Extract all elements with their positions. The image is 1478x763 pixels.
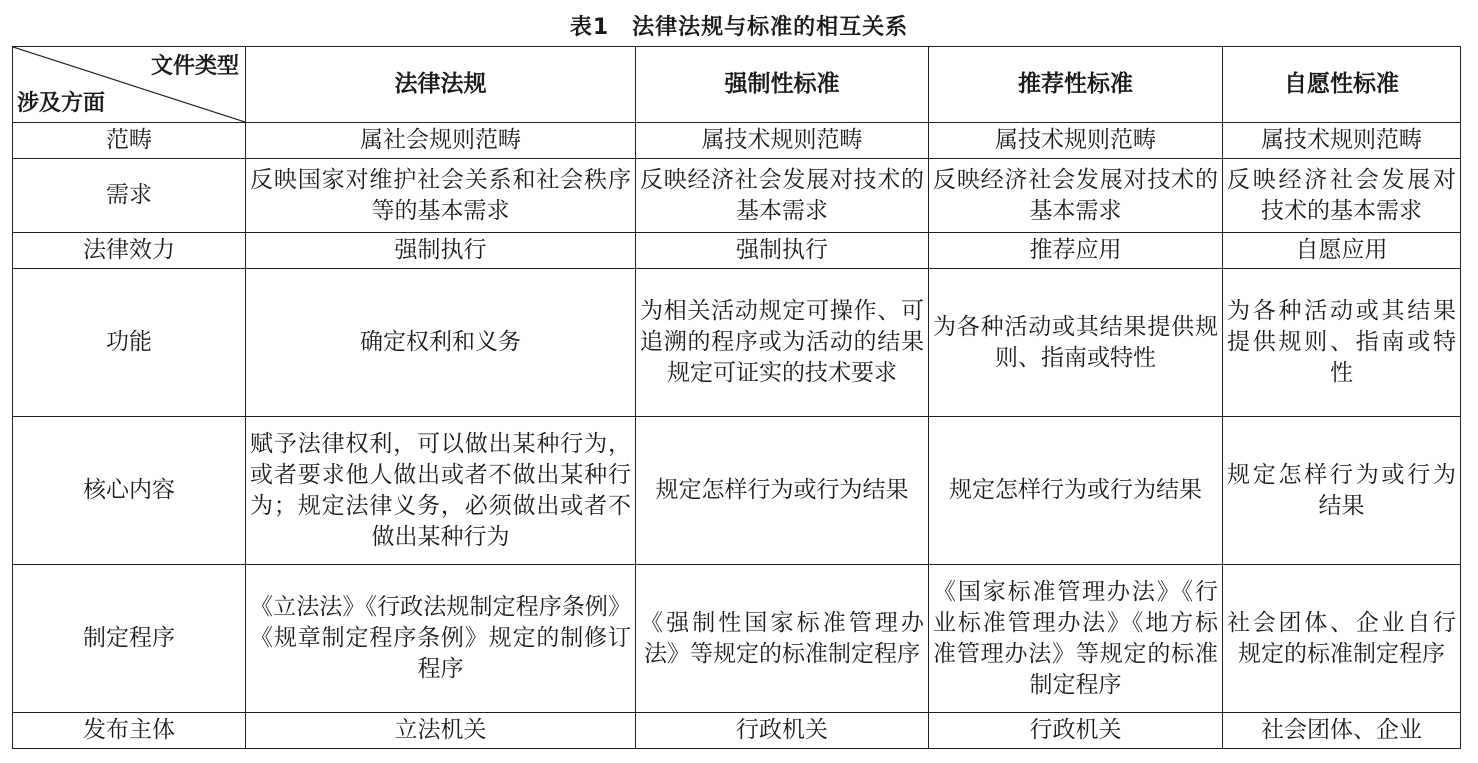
column-header-recommended-standard: 推荐性标准: [929, 47, 1223, 123]
table-cell: 属技术规则范畴: [929, 123, 1223, 159]
row-label: 制定程序: [13, 565, 246, 713]
table-cell: 反映经济社会发展对技术的基本需求: [1223, 159, 1461, 233]
row-label: 需求: [13, 159, 246, 233]
table-cell: 属社会规则范畴: [246, 123, 636, 159]
table-cell: 行政机关: [636, 713, 929, 749]
column-header-voluntary-standard: 自愿性标准: [1223, 47, 1461, 123]
table-cell: 规定怎样行为或行为结果: [1223, 417, 1461, 565]
table-cell: 反映经济社会发展对技术的基本需求: [636, 159, 929, 233]
table-cell: 规定怎样行为或行为结果: [636, 417, 929, 565]
table-cell: 立法机关: [246, 713, 636, 749]
row-label: 范畴: [13, 123, 246, 159]
table-row: [13, 123, 1461, 159]
table-row: [13, 233, 1461, 269]
table-cell: 强制执行: [246, 233, 636, 269]
table-cell: 为各种活动或其结果提供规则、指南或特性: [1223, 269, 1461, 417]
table-cell: 《国家标准管理办法》《行业标准管理办法》《地方标准管理办法》等规定的标准制定程序: [929, 565, 1223, 713]
table-cell: 为相关活动规定可操作、可追溯的程序或为活动的结果规定可证实的技术要求: [636, 269, 929, 417]
corner-row-label: 涉及方面: [17, 91, 106, 116]
column-header-mandatory-standard: 强制性标准: [636, 47, 929, 123]
table-row: [13, 269, 1461, 417]
row-label: 法律效力: [13, 233, 246, 269]
table-cell: 属技术规则范畴: [1223, 123, 1461, 159]
table-cell: 赋予法律权利，可以做出某种行为，或者要求他人做出或者不做出某种行为；规定法律义务，必须做出或者不做出某种行为: [246, 417, 636, 565]
row-label: 核心内容: [13, 417, 246, 565]
table-cell: 推荐应用: [929, 233, 1223, 269]
table-cell: 自愿应用: [1223, 233, 1461, 269]
table-cell: 规定怎样行为或行为结果: [929, 417, 1223, 565]
table-cell: 反映经济社会发展对技术的基本需求: [929, 159, 1223, 233]
table-row: [13, 159, 1461, 233]
table-cell: 反映国家对维护社会关系和社会秩序等的基本需求: [246, 159, 636, 233]
column-header-laws: 法律法规: [246, 47, 636, 123]
table-cell: 社会团体、企业自行规定的标准制定程序: [1223, 565, 1461, 713]
table-cell: 为各种活动或其结果提供规则、指南或特性: [929, 269, 1223, 417]
corner-column-label: 文件类型: [150, 54, 239, 79]
row-label: 功能: [13, 269, 246, 417]
table-cell: 《立法法》《行政法规制定程序条例》《规章制定程序条例》规定的制修订程序: [246, 565, 636, 713]
table-row: [13, 417, 1461, 565]
table-cell: 《强制性国家标准管理办法》等规定的标准制定程序: [636, 565, 929, 713]
header-row: [13, 47, 1461, 123]
table-caption: 表1 法律法规与标准的相互关系: [569, 15, 909, 40]
table-cell: 强制执行: [636, 233, 929, 269]
table-cell: 社会团体、企业: [1223, 713, 1461, 749]
table-cell: 确定权利和义务: [246, 269, 636, 417]
row-label: 发布主体: [13, 713, 246, 749]
table-row: [13, 565, 1461, 713]
table-row: [13, 713, 1461, 749]
table-cell: 属技术规则范畴: [636, 123, 929, 159]
comparison-table: [12, 46, 1461, 749]
corner-header-cell: [13, 47, 246, 123]
table-cell: 行政机关: [929, 713, 1223, 749]
